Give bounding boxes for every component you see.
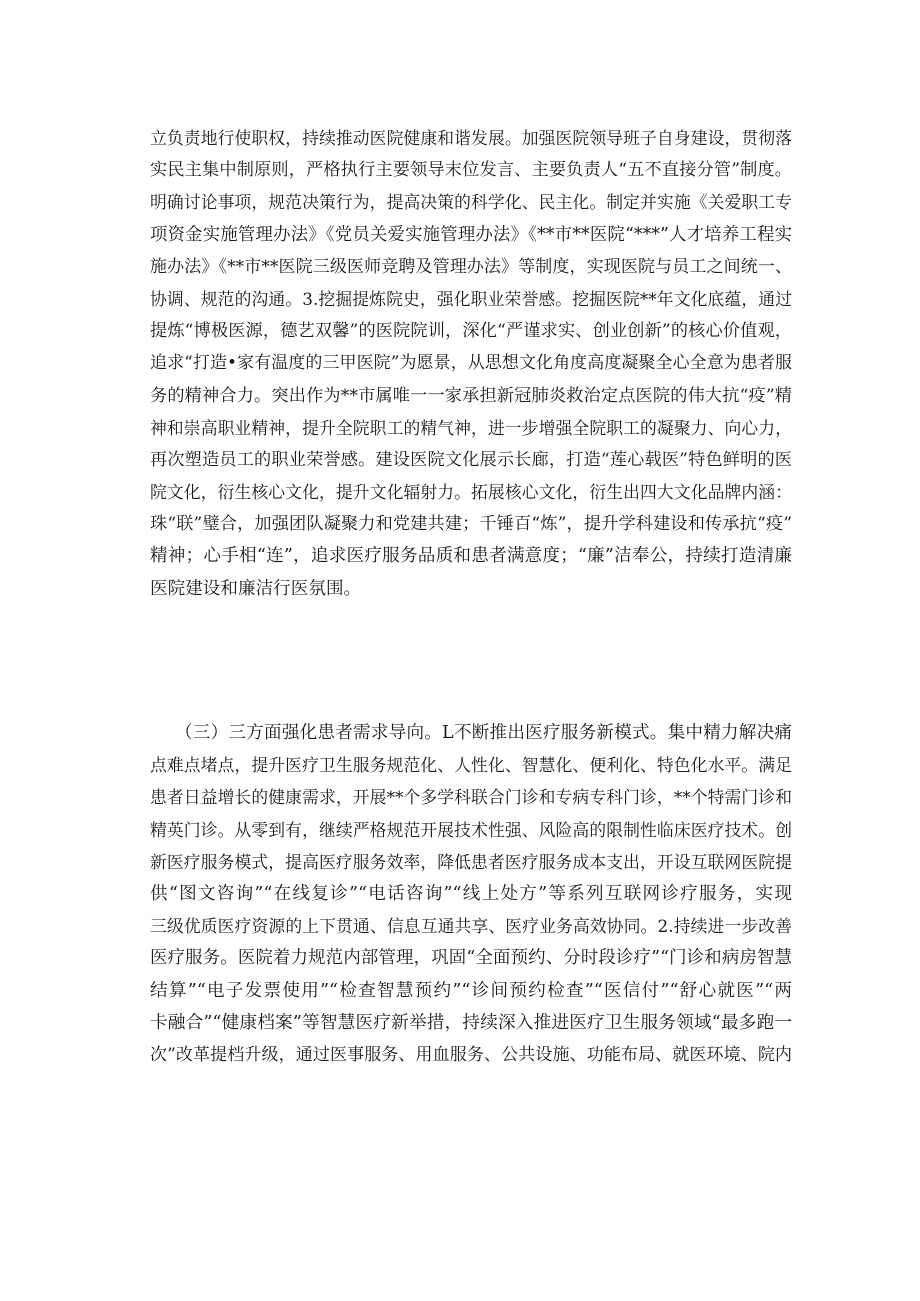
paragraph-hospital-culture	[150, 122, 792, 605]
text-line: 实民主集中制原则，严格执行主要领导末位发言、主要负责人“五不直接分管”制度。	[150, 160, 792, 181]
text-line: 再次塑造员工的职业荣誉感。建设医院文化展示长廊，打造“莲心载医”特色鲜明的医	[150, 449, 792, 470]
text-line: 供“图文咨询”“在线复诊”“电话咨询”“线上处方”等系列互联网诊疗服务，实现	[150, 883, 792, 904]
text-line: 珠“联”璧合，加强团队凝聚力和党建共建；千锤百“炼”，提升学科建设和传承抗“疫”	[150, 514, 792, 535]
text-line: 新医疗服务模式，提高医疗服务效率，降低患者医疗服务成本支出，开设互联网医院提	[150, 851, 792, 872]
text-line: 施办法》《**市**医院三级医师竞聘及管理办法》等制度，实现医院与员工之间统一、	[150, 256, 792, 277]
text-line: 精英门诊。从零到有，继续严格规范开展技术性强、风险高的限制性临床医疗技术。创	[150, 819, 792, 840]
text-line: 明确讨论事项，规范决策行为，提高决策的科学化、民主化。制定并实施《关爱职工专	[150, 192, 792, 213]
text-line: 次”改革提档升级，通过医事服务、用血服务、公共设施、功能布局、就医环境、院内	[150, 1044, 792, 1065]
text-line: 医疗服务。医院着力规范内部管理，巩固“全面预约、分时段诊疗”“门诊和病房智慧	[150, 948, 792, 969]
text-line: 神和崇高职业精神，提升全院职工的精气神，进一步增强全院职工的凝聚力、向心力，	[150, 417, 792, 438]
text-line: 医院建设和廉洁行医氛围。	[150, 578, 362, 599]
text-line: 患者日益增长的健康需求，开展**个多学科联合门诊和专病专科门诊，**个特需门诊和	[150, 787, 792, 808]
text-line: 院文化，衍生核心文化，提升文化辐射力。拓展核心文化，衍生出四大文化品牌内涵：	[150, 482, 792, 503]
text-line: 项资金实施管理办法》《党员关爱实施管理办法》《**市**医院“***”人才培养工程实	[150, 224, 792, 245]
text-line: 立负责地行使职权，持续推动医院健康和谐发展。加强医院领导班子自身建设，贯彻落	[150, 128, 792, 148]
text-line: 结算”“电子发票使用”“检查智慧预约”“诊间预约检查”“医信付”“舒心就医”“两	[150, 980, 792, 1001]
text-line: 提炼“博极医源，德艺双馨”的医院院训，深化“严谨求实、创业创新”的核心价值观，	[150, 321, 792, 342]
text-line: 务的精神合力。突出作为**市属唯一一家承担新冠肺炎救治定点医院的伟大抗“疫”精	[150, 385, 792, 406]
text-line: 追求“打造•家有温度的三甲医院”为愿景，从思想文化角度高度凝聚全心全意为患者服	[150, 353, 792, 374]
text-line: 卡融合”“健康档案”等智慧医疗新举措，持续深入推进医疗卫生服务领域“最多跑一	[150, 1012, 792, 1033]
text-line: 三级优质医疗资源的上下贯通、信息互通共享、医疗业务高效协同。2.持续进一步改善	[150, 916, 792, 937]
paragraph-patient-needs	[150, 717, 792, 1071]
text-line: 协调、规范的沟通。3.挖掘提炼院史，强化职业荣誉感。挖掘医院**年文化底蕴，通过	[150, 288, 792, 309]
text-line: 点难点堵点，提升医疗卫生服务规范化、人性化、智慧化、便利化、特色化水平。满足	[150, 755, 792, 776]
text-line: 精神；心手相“连”，追求医疗服务品质和患者满意度；“廉”洁奉公，持续打造清廉	[150, 546, 792, 567]
text-line-first: （三）三方面强化患者需求导向。L不断推出医疗服务新模式。集中精力解决痛	[175, 723, 792, 743]
